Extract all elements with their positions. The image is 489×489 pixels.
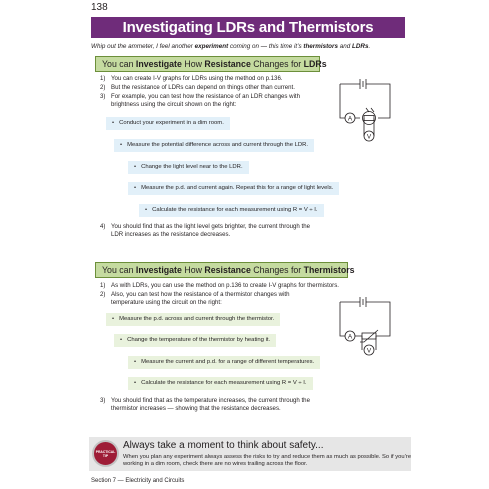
therm-voltmeter-label: V: [366, 347, 372, 355]
practical-tip-stamp: PRACTICAL TIP: [92, 440, 119, 467]
ldr-step-1: • Conduct your experiment in a dim room.: [106, 117, 230, 130]
ldr-section-heading: [95, 56, 327, 72]
therm-head-b2: Resistance: [204, 265, 251, 275]
therm-step-2: • Change the temperature of the thermistor by heating it.: [114, 334, 276, 347]
intro-end: .: [368, 43, 371, 50]
therm-head-pre: You can: [102, 265, 136, 275]
intro-mid: coming on — this time it’s: [228, 43, 304, 50]
ldr-item-3-text: For example, you can test how the resistance of an LDR changes with brightness using the circuit shown on the right:: [111, 93, 301, 108]
therm-step-3: • Measure the current and p.d. for a range of different temperatures.: [128, 356, 320, 369]
ldr-head-mid2: Changes for: [250, 59, 304, 69]
therm-item-2-num: 2): [100, 291, 106, 298]
ldr-head-b3: LDRs: [303, 59, 327, 69]
ldr-item-3: [100, 93, 305, 108]
therm-item-3-text: You should find that as the temperature increases, the current through the thermistor increases — showing that the resistance decreases.: [111, 397, 310, 412]
ldr-step-3: • Change the light level near to the LDR.: [128, 161, 249, 174]
intro-pre: Whip out the ammeter, I feel another: [91, 43, 195, 50]
ldr-item-1: [100, 75, 335, 83]
intro-bold: experiment: [194, 43, 229, 50]
therm-step-4: • Calculate the resistance for each measurement using R = V ÷ I.: [128, 377, 313, 390]
ldr-head-b2: Resistance: [204, 59, 251, 69]
ldr-voltmeter-label: V: [366, 133, 372, 141]
therm-item-3: [100, 397, 335, 412]
therm-head-b3: Thermistors: [303, 265, 355, 275]
therm-item-2: [100, 291, 310, 306]
therm-item-3-num: 3): [100, 397, 106, 404]
ldr-step-5: • Calculate the resistance for each measurement using R = V ÷ I.: [139, 204, 324, 217]
ldr-item-3-num: 3): [100, 93, 106, 100]
page-title: Investigating LDRs and Thermistors: [91, 17, 405, 38]
therm-head-b1: Investigate: [135, 265, 182, 275]
therm-section-heading: [95, 262, 355, 278]
ldr-head-mid: How: [181, 59, 205, 69]
ldr-item-4-num: 4): [100, 223, 106, 230]
safety-title: Always take a moment to think about safety...: [123, 440, 324, 451]
ldr-item-2-text: But the resistance of LDRs can depend on things other than current.: [111, 84, 295, 91]
therm-circuit-diagram: [330, 296, 400, 362]
page-number: 138: [91, 2, 108, 13]
ldr-item-1-num: 1): [100, 75, 106, 82]
therm-ammeter-label: A: [347, 333, 353, 341]
ldr-head-pre: You can: [102, 59, 136, 69]
ldr-circuit-diagram: [330, 78, 400, 150]
ldr-item-2-num: 2): [100, 84, 106, 91]
therm-item-1-num: 1): [100, 282, 106, 289]
therm-item-1: [100, 282, 370, 290]
intro-and: and: [338, 43, 353, 50]
ldr-step-4: • Measure the p.d. and current again. Repeat this for a range of light levels.: [128, 182, 339, 195]
ldr-item-1-text: You can create I-V graphs for LDRs using the method on p.136.: [111, 75, 283, 82]
intro-text: [91, 43, 370, 50]
therm-step-1: • Measure the p.d. across and current through the thermistor.: [106, 313, 280, 326]
ldr-item-2: [100, 84, 335, 92]
intro-bold2: thermistors: [303, 43, 338, 50]
intro-bold3: LDRs: [352, 43, 369, 50]
ldr-head-b1: Investigate: [135, 59, 182, 69]
page-footer: Section 7 — Electricity and Circuits: [91, 478, 185, 484]
therm-head-mid: How: [181, 265, 205, 275]
therm-item-1-text: As with LDRs, you can use the method on p.136 to create I-V graphs for thermistors.: [111, 282, 339, 289]
safety-text: When you plan any experiment always assess the risks to try and reduce them as much as possible. So if you’re working in a dim room, check there are no wires trailing across the floor.: [123, 454, 412, 468]
therm-item-2-text: Also, you can test how the resistance of a thermistor changes with temperature using the circuit on the right:: [111, 291, 290, 306]
ldr-ammeter-label: A: [347, 115, 353, 123]
ldr-item-4-text: You should find that as the light level gets brighter, the current through the LDR increases as the resistance decreases.: [111, 223, 310, 238]
ldr-step-2: • Measure the potential difference across and current through the LDR.: [114, 139, 314, 152]
therm-head-mid2: Changes for: [250, 265, 304, 275]
ldr-item-4: [100, 223, 315, 238]
